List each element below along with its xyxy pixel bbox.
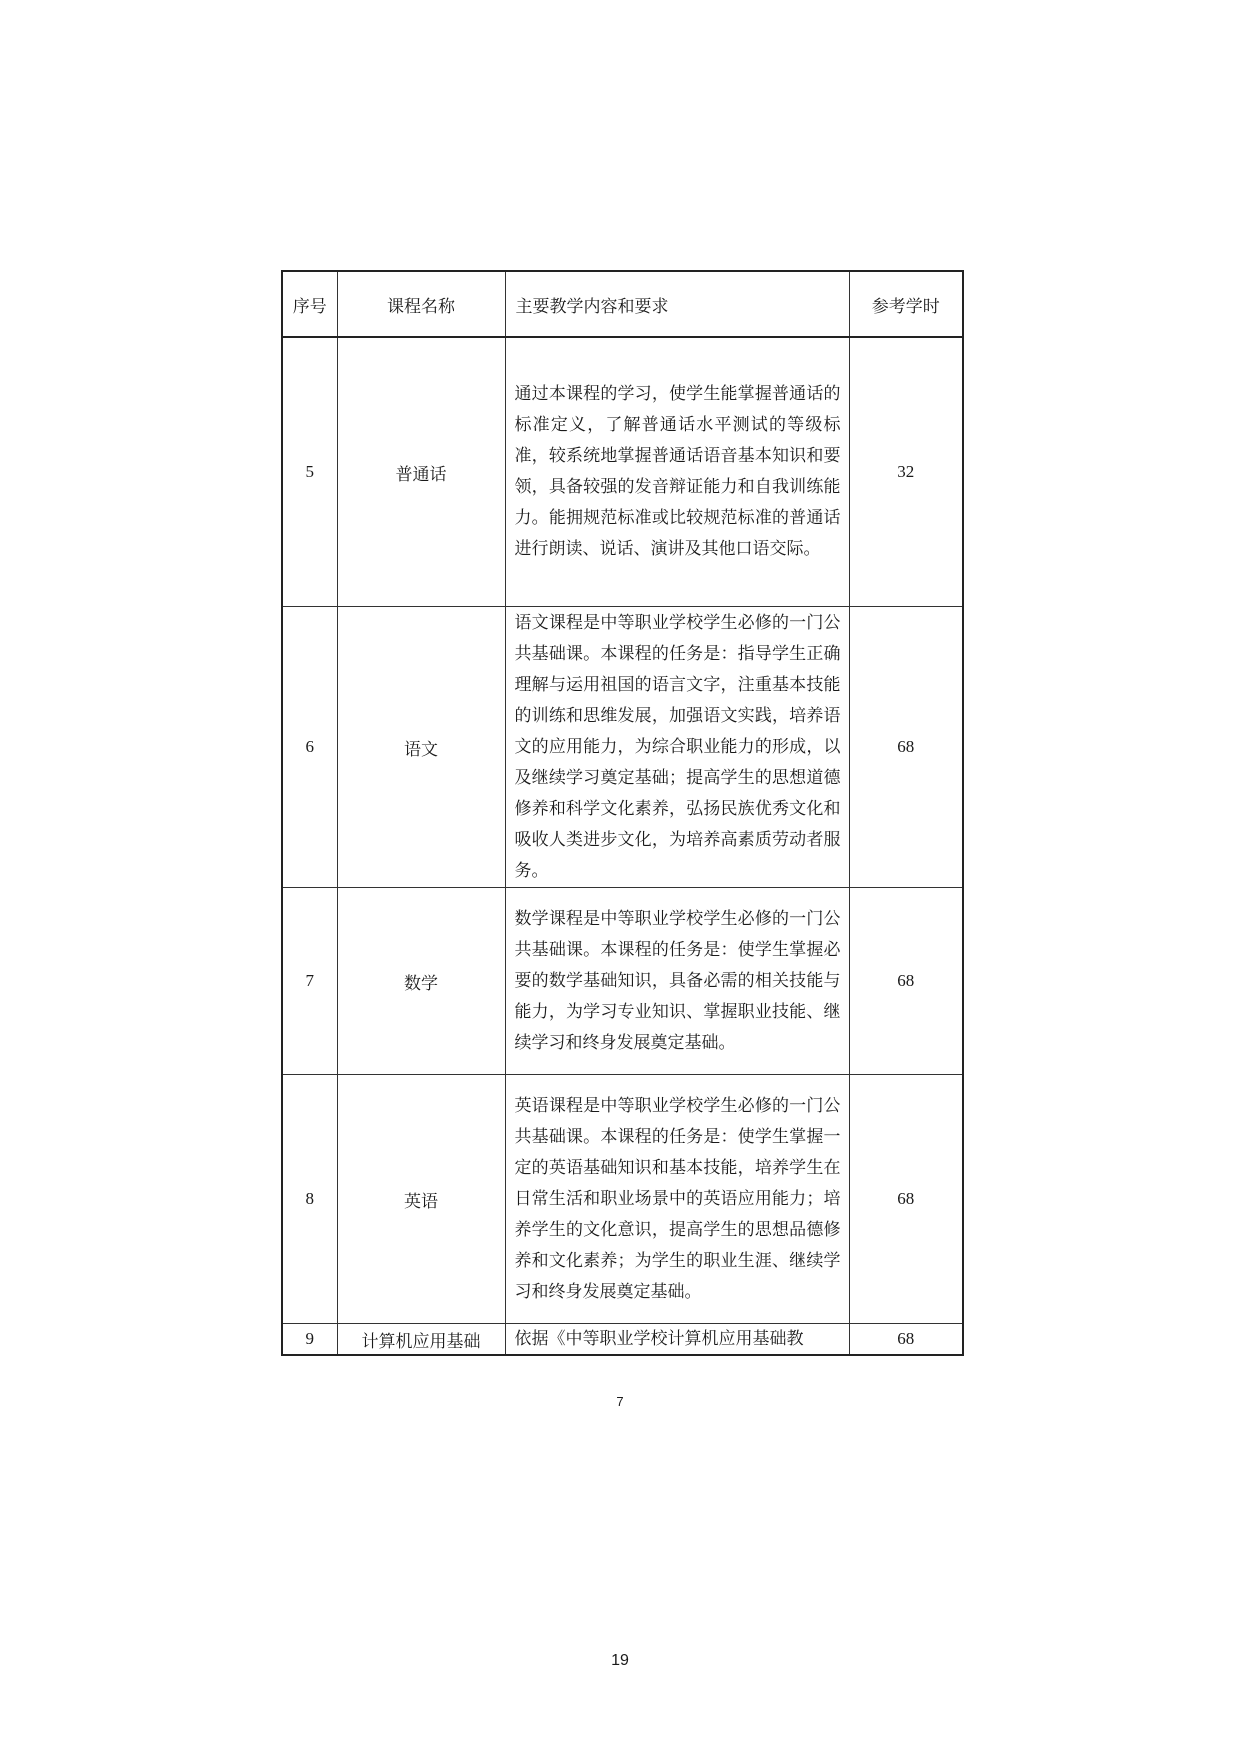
row-number: 8 — [282, 1075, 337, 1324]
course-content: 通过本课程的学习，使学生能掌握普通话的标准定义，了解普通话水平测试的等级标准，较系统地掌握普通话语音基本知识和要领，具备较强的发音辩证能力和自我训练能力。能拥规范标准或比较规范标准的普通话进行朗读、说话、演讲及其他口语交际。 — [505, 337, 849, 607]
row-number: 9 — [282, 1324, 337, 1356]
course-hours: 32 — [849, 337, 963, 607]
course-hours: 68 — [849, 1324, 963, 1356]
course-hours: 68 — [849, 1075, 963, 1324]
course-name: 英语 — [337, 1075, 505, 1324]
table-row — [282, 1324, 963, 1356]
course-content: 依据《中等职业学校计算机应用基础教 — [505, 1324, 849, 1356]
inner-page-number: 7 — [616, 1394, 624, 1409]
course-content: 英语课程是中等职业学校学生必修的一门公共基础课。本课程的任务是：使学生掌握一定的英语基础知识和基本技能，培养学生在日常生活和职业场景中的英语应用能力；培养学生的文化意识，提高学生的思想品德修养和文化素养；为学生的职业生涯、继续学习和终身发展奠定基础。 — [505, 1075, 849, 1324]
header-content: 主要教学内容和要求 — [505, 271, 849, 337]
course-name: 数学 — [337, 888, 505, 1075]
page-number: 19 — [611, 1652, 629, 1669]
course-hours: 68 — [849, 607, 963, 888]
course-table — [281, 270, 964, 1356]
table-row — [282, 1075, 963, 1324]
table-row — [282, 888, 963, 1075]
table-row — [282, 337, 963, 607]
course-name: 语文 — [337, 607, 505, 888]
course-hours: 68 — [849, 888, 963, 1075]
row-number: 5 — [282, 337, 337, 607]
table-row — [282, 607, 963, 888]
course-content: 数学课程是中等职业学校学生必修的一门公共基础课。本课程的任务是：使学生掌握必要的数学基础知识，具备必需的相关技能与能力，为学习专业知识、掌握职业技能、继续学习和终身发展奠定基础。 — [505, 888, 849, 1075]
course-content: 语文课程是中等职业学校学生必修的一门公共基础课。本课程的任务是：指导学生正确理解与运用祖国的语言文字，注重基本技能的训练和思维发展，加强语文实践，培养语文的应用能力，为综合职业能力的形成，以及继续学习奠定基础；提高学生的思想道德修养和科学文化素养，弘扬民族优秀文化和吸收人类进步文化，为培养高素质劳动者服务。 — [505, 607, 849, 888]
course-name: 计算机应用基础 — [337, 1324, 505, 1356]
row-number: 7 — [282, 888, 337, 1075]
course-name: 普通话 — [337, 337, 505, 607]
table-header-row — [282, 271, 963, 337]
header-no: 序号 — [282, 271, 337, 337]
header-hours: 参考学时 — [849, 271, 963, 337]
header-course-name: 课程名称 — [337, 271, 505, 337]
row-number: 6 — [282, 607, 337, 888]
